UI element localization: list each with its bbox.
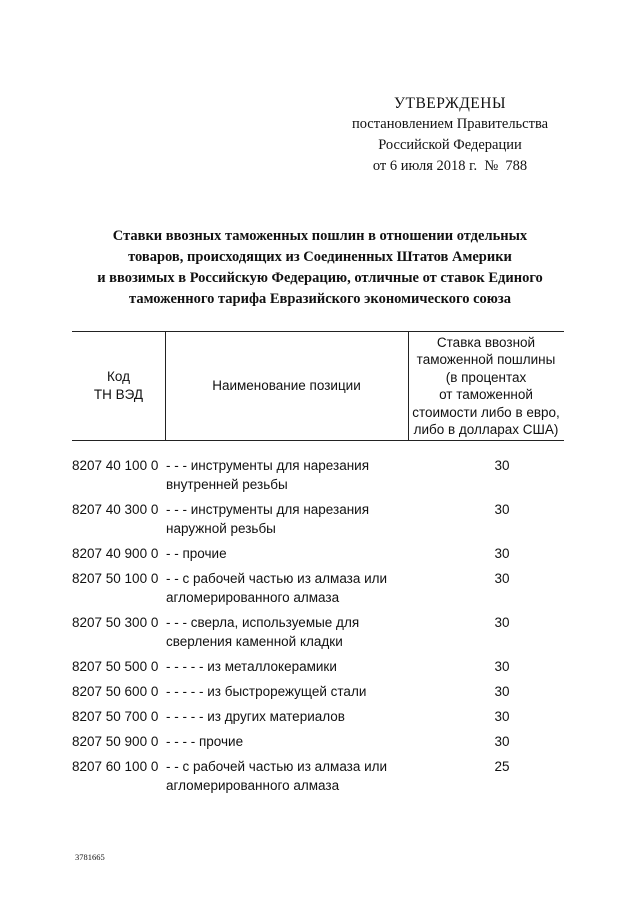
row-code: 8207 40 300 0 — [72, 502, 159, 517]
header-rate-line: либо в долларах США) — [413, 422, 559, 437]
row-rate: 30 — [494, 734, 510, 749]
table-row — [72, 613, 572, 651]
header-rate-line: (в процентах — [445, 369, 527, 385]
title-line: таможенного тарифа Евразийского экономического союза — [129, 291, 511, 307]
row-name: - - с рабочей частью из алмаза или агломерированного алмаза — [166, 759, 388, 793]
table-row — [72, 682, 572, 701]
header-rate-line: Ставка ввозной — [436, 334, 536, 350]
approval-date: от 6 июля 2018 г. № 788 — [372, 158, 528, 174]
header-name — [165, 332, 408, 440]
title-line: и ввозимых в Российскую Федерацию, отличные от ставок Единого — [97, 270, 543, 286]
row-code: 8207 50 600 0 — [72, 684, 159, 699]
row-name: - - прочие — [166, 546, 227, 561]
row-rate: 30 — [494, 709, 510, 724]
table-header — [72, 331, 564, 441]
row-code: 8207 50 700 0 — [72, 709, 159, 724]
row-code: 8207 50 100 0 — [72, 571, 159, 586]
row-name: - - - - - из других материалов — [166, 709, 345, 724]
header-code — [72, 332, 165, 440]
table-row — [72, 544, 572, 563]
approval-line: постановлением Правительства — [351, 116, 549, 132]
header-rate-line: стоимости либо в евро, — [412, 404, 560, 420]
table-row — [72, 732, 572, 751]
table-row — [72, 707, 572, 726]
header-code-line: Код — [107, 369, 130, 384]
row-rate: 30 — [494, 571, 510, 586]
document-id: 3781665 — [75, 852, 105, 862]
header-name-text: Наименование позиции — [212, 378, 361, 393]
title-line: Ставки ввозных таможенных пошлин в отношении отдельных — [112, 228, 528, 244]
row-rate: 30 — [494, 458, 510, 473]
row-name: - - с рабочей частью из алмаза или агломерированного алмаза — [166, 571, 388, 605]
row-code: 8207 50 500 0 — [72, 659, 159, 674]
header-rate-line: от таможенной — [439, 387, 533, 402]
table-row — [72, 456, 572, 494]
header-code-line: ТН ВЭД — [93, 387, 144, 402]
row-rate: 25 — [494, 759, 510, 774]
table-row — [72, 500, 572, 538]
row-code: 8207 50 300 0 — [72, 615, 159, 630]
header-rate — [408, 332, 564, 440]
row-code: 8207 50 900 0 — [72, 734, 159, 749]
row-name: - - - инструменты для нарезания внутренней резьбы — [166, 458, 370, 492]
approval-title: УТВЕРЖДЕНЫ — [394, 95, 506, 112]
row-rate: 30 — [494, 684, 510, 699]
row-code: 8207 40 900 0 — [72, 546, 159, 561]
table-row — [72, 757, 572, 795]
row-name: - - - инструменты для нарезания наружной резьбы — [166, 502, 370, 536]
approval-line: Российской Федерации — [378, 137, 522, 153]
row-rate: 30 — [494, 546, 510, 561]
row-code: 8207 60 100 0 — [72, 759, 159, 774]
table-row — [72, 569, 572, 607]
table-body — [72, 456, 572, 801]
approval-block — [330, 93, 570, 177]
title-line: товаров, происходящих из Соединенных Штатов Америки — [128, 249, 512, 265]
row-name: - - - сверла, используемые для сверления каменной кладки — [166, 615, 360, 649]
row-name: - - - - прочие — [166, 734, 244, 749]
table-row — [72, 657, 572, 676]
row-rate: 30 — [494, 615, 510, 630]
row-name: - - - - - из металлокерамики — [166, 659, 337, 674]
row-name: - - - - - из быстрорежущей стали — [166, 684, 367, 699]
header-rate-line: таможенной пошлины — [416, 352, 556, 367]
row-rate: 30 — [494, 659, 510, 674]
row-rate: 30 — [494, 502, 510, 517]
document-title — [60, 226, 580, 310]
row-code: 8207 40 100 0 — [72, 458, 159, 473]
